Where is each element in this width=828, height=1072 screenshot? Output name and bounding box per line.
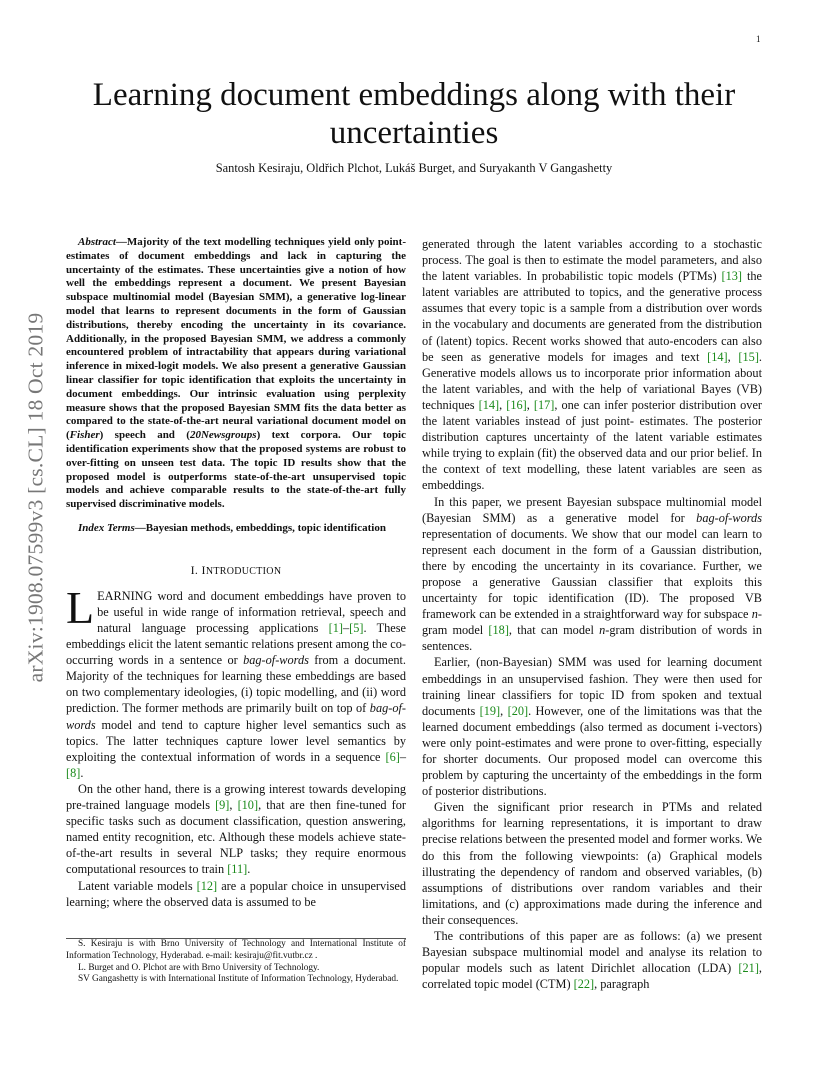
footnotes [66, 938, 406, 986]
section-numeral: I. I [190, 562, 206, 577]
citation-link[interactable]: [16] [506, 397, 527, 412]
text-run: , [229, 798, 238, 813]
citation-link[interactable]: [19] [479, 703, 501, 718]
citation-link[interactable]: [17] [533, 397, 555, 412]
citation-link[interactable]: [6] [385, 749, 400, 764]
text-run: . However, one of the limitations was that the learned document embeddings (also termed as document i-vectors) were only point-estimates and were prone to over-fitting, especially for shorter documents. Our proposed model can overcome this problem by capturing the uncertainty of the embeddings in the form of posterior distributions. [422, 703, 763, 799]
body-paragraph-1 [422, 236, 762, 494]
text-run: . [247, 862, 251, 877]
text-run: , paragraph [594, 977, 650, 992]
intro-paragraph-3 [66, 878, 406, 910]
text-run: , that are then fine-tuned for specific tasks such as document classification, question answering, named entity recognition, etc. Although these models achieve state-of-the-art results in several NLP tasks; they require enormous computational resources to train [66, 798, 406, 877]
citation-link[interactable]: [11] [227, 862, 248, 877]
body-paragraph-2 [422, 494, 762, 655]
citation-link[interactable]: [9] [215, 798, 230, 813]
text-run: bag-of-words [66, 701, 406, 732]
text-run: , [500, 703, 508, 718]
arxiv-stamp-text: arXiv:1908.07599v3 [cs.CL] 18 Oct 2019 [23, 312, 48, 682]
text-run: from a document. Majority of the techniques for learning these embeddings are based on two complementary ideologies, (i) topic modelling, and (ii) word prediction. The former methods are primarily built on top of [66, 653, 407, 716]
text-run: . Generative models allows us to incorporate prior information about the latent variables, and with the help of variational Bayes (VB) techniques [422, 349, 762, 412]
arxiv-stamp [18, 292, 54, 702]
text-run: On the other hand, there is a growing interest towards developing pre-trained language models [66, 781, 406, 813]
text-run: . [80, 765, 84, 780]
index-terms-lead: Index Terms [78, 521, 135, 534]
abstract-mid: ) speech and ( [99, 429, 190, 442]
text-run: EARNING word and document embeddings have proven to be useful in wide range of information retrieval, speech and natural language processing applications [97, 588, 406, 636]
body-paragraph-4: Given the significant prior research in PTMs and related algorithms for learning representations, it is important to draw precise relations between the presented model and former works. We do this from the following viewpoints: (a) Graphical models illustrating the dependency of random and observed variables, (b) assumptions of distributions over random variables and their limitations, and (c) approximations made during the inference and their consequences. [422, 800, 762, 927]
citation-link[interactable]: [14] [707, 349, 728, 364]
footnote: L. Burget and O. Plchot are with Brno University of Technology. [78, 962, 320, 973]
text-run: , [526, 397, 534, 412]
citation-link[interactable]: [15] [738, 349, 759, 364]
footnote: SV Gangashetty is with International Institute of Information Technology, Hyderabad. [78, 974, 399, 985]
citation-link[interactable]: [14] [478, 397, 500, 412]
abstract-lead: Abstract [78, 236, 116, 248]
index-terms-text: —Bayesian methods, embeddings, topic identification [134, 521, 386, 534]
left-column [66, 236, 406, 910]
text-run: bag-of-words [696, 510, 762, 525]
text-run: – [399, 749, 406, 764]
text-run: , one can infer posterior distribution over the latent variables instead of just point- estimates. The posterior distribution captures uncertainty of the latent variable estimates while trying to explain (fit) the observed data and our prior belief. In the context of text modelling, these latent variables are seen as embeddings. [422, 397, 763, 493]
text-run: , [727, 349, 739, 364]
text-run: The contributions of this paper are as follows: (a) we present Bayesian subspace multinomial model and analyse its relation to popular models such as latent Dirichlet allocation (LDA) [422, 929, 762, 976]
citation-link[interactable]: [20] [507, 703, 529, 718]
text-run: , [499, 397, 507, 412]
citation-link[interactable]: [8] [66, 765, 81, 780]
text-run: generated through the latent variables according to a stochastic process. The goal is then to estimate the model parameters, and also the latent variables. In probabilistic topic models (PTMs) [422, 237, 762, 284]
right-column [422, 236, 762, 992]
body-paragraph-3 [422, 654, 762, 799]
abstract [66, 236, 406, 512]
text-run: , that can model [508, 623, 600, 638]
text-run: representation of documents. We show that our model can learn to represent each document in the form of a Gaussian distribution, there by encoding the uncertainty in its covariance. Further, we propose a generative Gaussian classifier that exploits this uncertainty for topic identification (ID). The proposed VB framework can be extended in a straightforward way for subspace [422, 526, 762, 622]
citation-link[interactable]: [21] [738, 961, 759, 976]
citation-link[interactable]: [10] [237, 798, 259, 813]
text-run: the latent variables are attributed to topics, and the generative process assumes that every topic is a sample from a distribution over words in the vocabulary and documents are generated from the distribution of (latent) topics. Recent works showed that auto-encoders can also be seen as generative models for images and text [422, 269, 762, 364]
index-terms [66, 522, 406, 536]
citation-link[interactable]: [13] [721, 269, 743, 284]
text-run: – [343, 621, 350, 636]
abstract-fisher: Fisher [69, 429, 100, 442]
text-run: are a popular choice in unsupervised learning; where the observed data is assumed to be [66, 878, 406, 909]
intro-paragraph-2 [66, 781, 406, 878]
text-run: Earlier, (non-Bayesian) SMM was used for learning document embeddings in an unsupervised fashion. They were then used for training linear classifiers for topic ID from spoken and textual documents [422, 655, 762, 718]
drop-cap: L [66, 581, 95, 633]
author-list: Santosh Kesiraju, Oldřich Plchot, Lukáš Burget, and Suryakanth V Gangashetty [215, 161, 613, 175]
paper-title: Learning document embeddings along with their uncertainties [92, 77, 736, 151]
math-n: n [599, 623, 606, 638]
text-run: model and tend to capture higher level semantics such as topics. The latter techniques capture lower level semantics by exploiting the contextual information of words in a sequence [66, 717, 406, 764]
abstract-tail: ) text corpora. Our topic identification experiments show that the proposed systems are robust to over-fitting on unseen test data. The topic ID results show that the proposed model is outperforms state-of-the-art unsupervised topic models and achieve comparable results to the state-of-the-art fully supervised discriminative models. [66, 429, 406, 511]
section-title-rest: NTRODUCTION [205, 565, 282, 577]
body-paragraph-5 [422, 928, 762, 992]
text-run: bag-of-words [243, 653, 309, 668]
text-run: -gram model [422, 607, 762, 638]
text-run: . These embeddings elicit the latent semantic relations present among the co-occurring words in a sentence or [66, 621, 406, 668]
text-run: Latent variable models [78, 878, 197, 893]
citation-link[interactable]: [5] [349, 621, 364, 636]
text-run: , correlated topic model (CTM) [422, 961, 762, 992]
abstract-newsgroups: 20Newsgroups [189, 429, 257, 442]
footnote: S. Kesiraju is with Brno University of Technology and International Institute of Information Technology, Hyderabad. e-mail: kesiraju@fit.vutbr.cz . [66, 939, 406, 961]
text-run: In this paper, we present Bayesian subspace multinomial model (Bayesian SMM) as a generative model for [422, 494, 762, 525]
section-heading-introduction [66, 562, 406, 580]
citation-link[interactable]: [12] [196, 878, 218, 893]
citation-link[interactable]: [22] [573, 977, 595, 992]
citation-link[interactable]: [1] [328, 621, 344, 636]
page-number: 1 [756, 34, 761, 44]
citation-link[interactable]: [18] [488, 623, 509, 638]
math-n: n [751, 607, 758, 622]
text-run: -gram distribution of words in sentences. [422, 623, 762, 654]
intro-paragraph-1 [66, 581, 407, 781]
abstract-text: —Majority of the text modelling techniques yield only point-estimates of document embeddings and lack in capturing the uncertainty of the estimates. These uncertainties give a notion of how well the embeddings represent a document. We present Bayesian subspace multinomial model (Bayesian SMM), a generative log-linear model that learns to represent documents in the form of Gaussian distributions, thereby encoding the uncertainty in its covariance. Additionally, in the proposed Bayesian SMM, we address a commonly encountered problem of intractability that appears during variational inference in mixed-logit models. We also present a generative Gaussian linear classifier for topic identification that exploits the uncertainty in document embeddings. Our intrinsic evaluation using perplexity measure shows that the proposed Bayesian SMM fits the data better as compared to the state-of-the-art neural variational document model on ( [66, 236, 406, 442]
